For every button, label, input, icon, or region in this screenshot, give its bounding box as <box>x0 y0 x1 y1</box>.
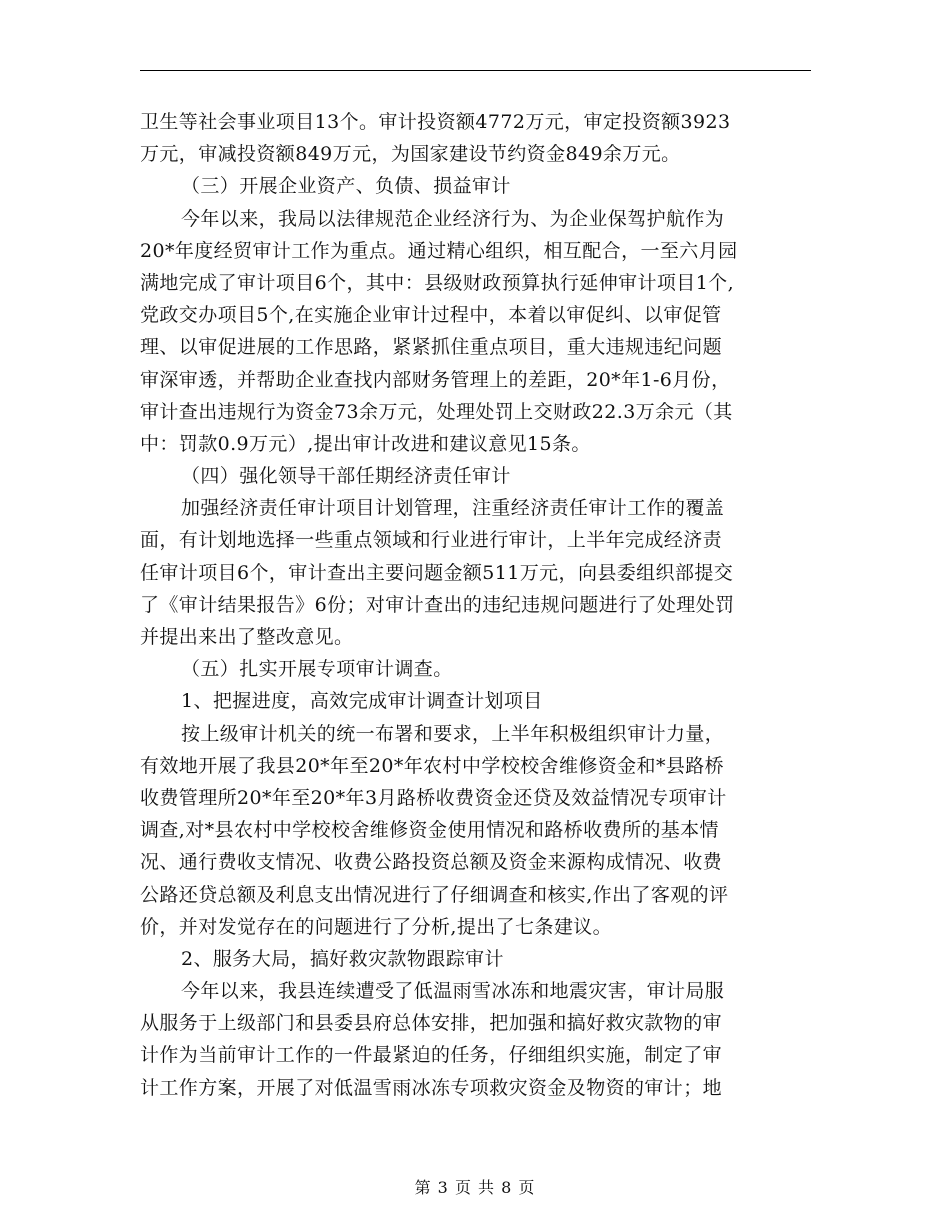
body-text-line: 并提出来出了整改意见。 <box>140 626 354 648</box>
body-text-line: 党政交办项目5个,在实施企业审计过程中，本着以审促纠、以审促管 <box>140 304 722 327</box>
document-body <box>140 106 820 1104</box>
body-text-line: 1、把握进度，高效完成审计调查计划项目 <box>181 690 543 713</box>
body-text-line: 20*年度经贸审计工作为重点。通过精心组织，相互配合，一至六月园 <box>140 239 738 262</box>
body-text-line: 收费管理所20*年至20*年3月路桥收费资金还贷及效益情况专项审计 <box>140 786 727 809</box>
body-text-line: 中：罚款0.9万元）,提出审计改进和建议意见15条。 <box>140 432 591 455</box>
page-number-footer: 第 3 页 共 8 页 <box>414 1178 536 1197</box>
body-text-line: 况、通行费收支情况、收费公路投资总额及资金来源构成情况、收费 <box>140 851 723 874</box>
body-text-line: 2、服务大局，搞好救灾款物跟踪审计 <box>181 947 504 970</box>
body-text-line: 卫生等社会事业项目13个。审计投资额4772万元，审定投资额3923 <box>140 111 731 133</box>
body-text-line: 审计查出违规行为资金73余万元，处理处罚上交财政22.3万余元（其 <box>140 400 733 423</box>
body-text-line: 加强经济责任审计项目计划管理，注重经济责任审计工作的覆盖 <box>181 497 725 520</box>
body-text-line: 任审计项目6个，审计查出主要问题金额511万元，向县委组织部提交 <box>140 561 734 584</box>
body-text-line: 公路还贷总额及利息支出情况进行了仔细调查和核实,作出了客观的评 <box>140 883 729 906</box>
body-text-line: （三）开展企业资产、负债、损益审计 <box>181 175 511 198</box>
body-text-line: 了《审计结果报告》6份；对审计查出的违纪违规问题进行了处理处罚 <box>140 593 735 616</box>
body-text-line: 价，并对发觉存在的问题进行了分析,提出了七条建议。 <box>140 915 613 938</box>
body-text-line: 计作为当前审计工作的一件最紧迫的任务，仔细组织实施，制定了审 <box>140 1044 723 1067</box>
body-text-line: （四）强化领导干部任期经济责任审计 <box>181 465 511 488</box>
body-text-line: 按上级审计机关的统一布署和要求，上半年积极组织审计力量， <box>181 722 725 745</box>
body-text-line: （五）扎实开展专项审计调查。 <box>181 658 453 681</box>
body-text-line: 从服务于上级部门和县委县府总体安排，把加强和搞好救灾款物的审 <box>140 1012 723 1035</box>
header-rule <box>140 70 811 71</box>
body-text-line: 计工作方案，开展了对低温雪雨冰冻专项救灾资金及物资的审计；地 <box>140 1076 723 1099</box>
body-text-line: 万元，审减投资额849万元，为国家建设节约资金849余万元。 <box>140 143 681 166</box>
body-text-line: 有效地开展了我县20*年至20*年农村中学校校舍维修资金和*县路桥 <box>140 754 725 777</box>
body-text-line: 今年以来，我局以法律规范企业经济行为、为企业保驾护航作为 <box>181 207 725 230</box>
body-text-line: 审深审透，并帮助企业查找内部财务管理上的差距，20*年1-6月份， <box>140 368 731 391</box>
body-text-line: 理、以审促进展的工作思路，紧紧抓住重点项目，重大违规违纪问题 <box>140 336 723 359</box>
body-text-line: 满地完成了审计项目6个，其中：县级财政预算执行延伸审计项目1个, <box>140 271 735 294</box>
body-text-line: 今年以来，我县连续遭受了低温雨雪冰冻和地震灾害，审计局服 <box>181 980 725 1003</box>
body-text-line: 面，有计划地选择一些重点领域和行业进行审计，上半年完成经济责 <box>140 529 723 552</box>
body-text-line: 调查,对*县农村中学校校舍维修资金使用情况和路桥收费所的基本情 <box>140 819 719 842</box>
